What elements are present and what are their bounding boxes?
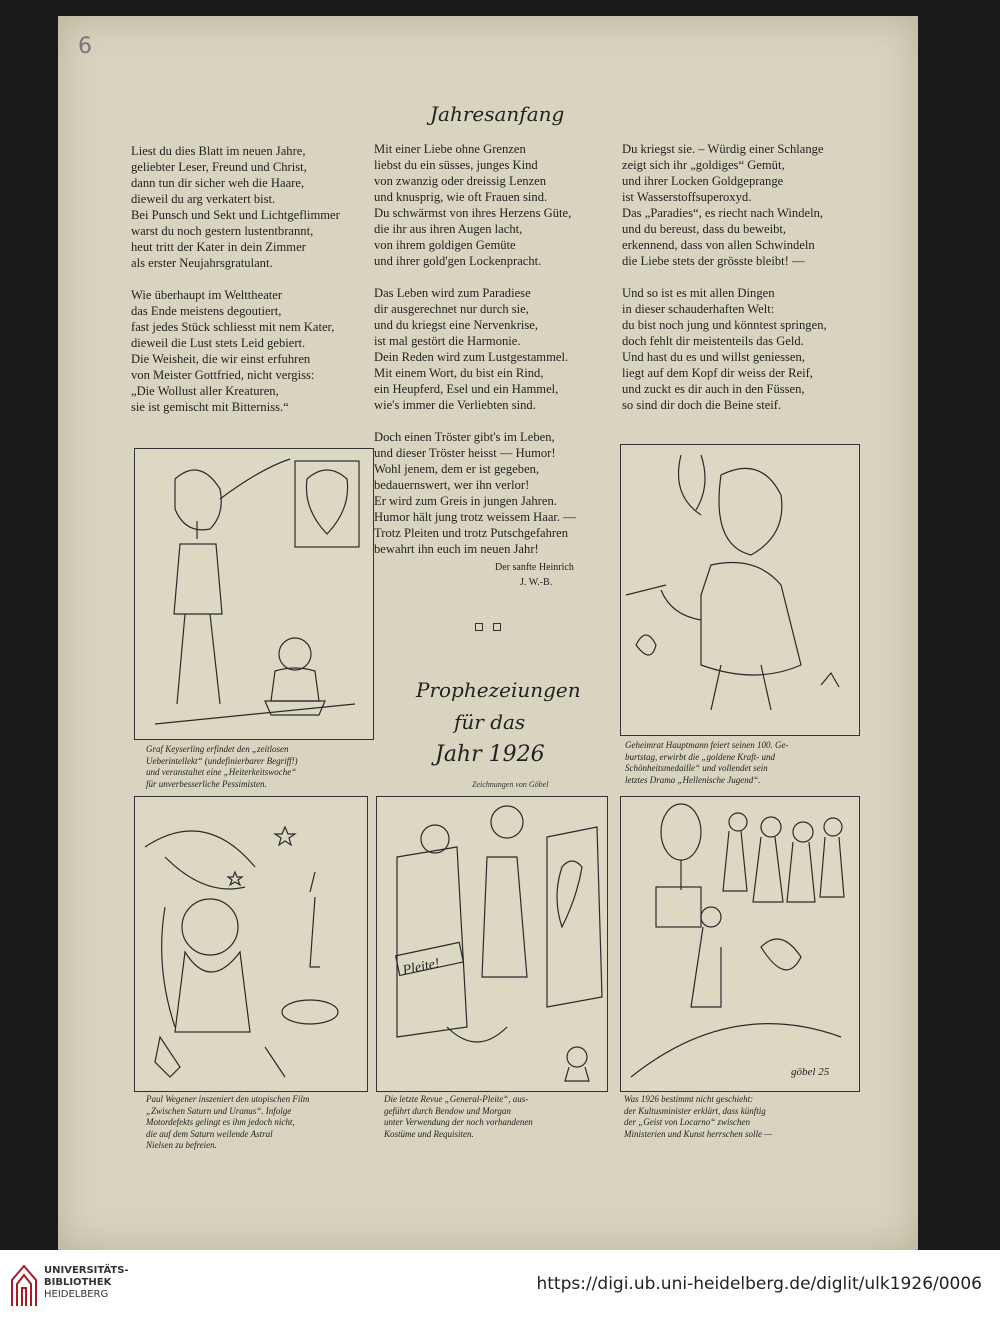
text-line: und dieser Tröster heisst — Humor! [374, 446, 556, 460]
text-line: und zuckt es dir auch in den Füssen, [622, 382, 805, 396]
text-line: geführt durch Bendow und Morgan [384, 1105, 511, 1116]
text-line: von zwanzig oder dreissig Lenzen [374, 174, 547, 188]
caption-hauptmann [625, 740, 788, 786]
prophecies-title-line2: für das [454, 710, 526, 734]
text-line: das Ende meistens degoutiert, [131, 304, 282, 318]
text-line: unter Verwendung der noch vorhandenen [384, 1117, 533, 1127]
text-line: liebst du ein süsses, junges Kind [374, 158, 538, 172]
caption-revue [384, 1094, 533, 1140]
text-line: Liest du dies Blatt im neuen Jahre, [131, 144, 306, 158]
prophecies-title-line1: Prophezeiungen [416, 678, 581, 702]
text-line: Geheimrat Hauptmann feiert seinen 100. Ge- [625, 740, 789, 750]
text-line: Ueberintellekt“ (undefinierbarer Begriff!) [146, 755, 298, 766]
text-line: die auf dem Saturn weilende Astral [146, 1128, 273, 1139]
library-name-line2: BIBLIOTHEK [44, 1277, 112, 1288]
text-line: Humor hält jung trotz weissem Haar. — [374, 510, 576, 524]
artist-signature: göbel 25 [791, 1066, 830, 1078]
stanza-break [374, 413, 576, 429]
poem-initials: J. W.-B. [520, 577, 553, 588]
text-line: Die Weisheit, die wir einst erfuhren [131, 352, 311, 366]
text-line: Mit einem Wort, du bist ein Rind, [374, 366, 544, 380]
caption-wegener [146, 1094, 309, 1152]
text-line: der Kultusminister erklärt, dass künftig [624, 1105, 766, 1116]
text-line: die ihr aus ihren Augen lacht, [374, 222, 523, 236]
text-line: Nielsen zu befreien. [146, 1140, 217, 1150]
page-number: 6 [78, 34, 92, 59]
text-line: liegt auf dem Kopf dir weiss der Reif, [622, 366, 813, 380]
text-line: von ihrem goldigen Gemüte [374, 238, 516, 252]
viewer-footer [0, 1250, 1000, 1321]
text-line: Das Leben wird zum Paradiese [374, 286, 531, 300]
text-line: Ministerien und Kunst herrschen solle — [624, 1128, 773, 1139]
text-line: Graf Keyserling erfindet den „zeitlosen [146, 744, 289, 754]
text-line: Paul Wegener inszeniert den utopischen Film [146, 1094, 310, 1104]
poem-column-1 [131, 143, 340, 415]
newspaper-page [58, 16, 918, 1250]
text-line: du bist noch jung und könntest springen, [622, 318, 827, 332]
text-line: und knusprig, wie oft Frauen sind. [374, 190, 548, 204]
text-line: als erster Neujahrsgratulant. [131, 256, 273, 270]
text-line: Doch einen Tröster gibt's im Leben, [374, 430, 555, 444]
text-line: dieweil die Lust stets Leid gebiert. [131, 336, 306, 350]
separator-squares [475, 616, 511, 635]
text-line: letztes Drama „Hellenische Jugend“. [625, 774, 761, 785]
text-line: für unverbesserliche Pessimisten. [146, 778, 267, 789]
text-line: in dieser schauderhaften Welt: [622, 302, 775, 316]
poem-column-2 [374, 141, 576, 557]
text-line: Mit einer Liebe ohne Grenzen [374, 142, 526, 156]
text-line: ist mal gestört die Harmonie. [374, 334, 521, 348]
caption-locarno [624, 1094, 772, 1140]
text-line: „Die Wollust aller Kreaturen, [131, 384, 279, 398]
text-line: Bei Punsch und Sekt und Lichtgeflimmer [131, 208, 340, 222]
poem-signature: Der sanfte Heinrich [495, 562, 574, 573]
text-line: dann tun dir sicher weh die Haare, [131, 176, 305, 190]
text-line: „Zwischen Saturn und Uranus“. Infolge [146, 1105, 292, 1116]
caption-keyserling [146, 744, 298, 790]
drawing-credit: Zeichnungen von Göbel [472, 780, 549, 789]
text-line: und veranstaltet eine „Heiterkeitswoche“ [146, 767, 297, 777]
text-line: Was 1926 bestimmt nicht geschieht: [624, 1094, 754, 1104]
drawing-wegener [134, 796, 368, 1092]
text-line: und du bereust, dass du beweibt, [622, 222, 787, 236]
text-line: Wohl jenem, dem er ist gegeben, [374, 462, 540, 476]
text-line: Motordefekts gelingt es ihm jedoch nicht, [146, 1117, 295, 1127]
library-logo-icon[interactable] [10, 1262, 38, 1308]
text-line: ist Wasserstoffsuperoxyd. [622, 190, 752, 204]
drawing-hauptmann [620, 444, 860, 736]
text-line: Wie überhaupt im Welttheater [131, 288, 283, 302]
text-line: burtstag, erwirbt die „goldene Kraft- und [625, 751, 776, 762]
text-line: bedauernswert, wer ihn verlor! [374, 478, 530, 492]
text-line: Du kriegst sie. – Würdig einer Schlange [622, 142, 824, 156]
text-line: doch fehlt dir meistenteils das Geld. [622, 334, 804, 348]
text-line: zeigt sich ihr „goldiges“ Gemüt, [622, 158, 785, 172]
text-line: dieweil du arg verkatert bist. [131, 192, 276, 206]
text-line: Schönheitsmedaille“ und vollendet sein [625, 763, 768, 773]
text-line: Du schwärmst von ihres Herzens Güte, [374, 206, 572, 220]
text-line: Er wird zum Greis in jungen Jahren. [374, 494, 557, 508]
text-line: wie's immer die Verliebten sind. [374, 398, 536, 412]
text-line: bewahrt ihn euch im neuen Jahr! [374, 542, 539, 556]
poem-title: Jahresanfang [430, 102, 565, 126]
library-name-line1: UNIVERSITÄTS- [44, 1265, 129, 1276]
text-line: Und so ist es mit allen Dingen [622, 286, 775, 300]
text-line: fast jedes Stück schliesst mit nem Kater, [131, 320, 335, 334]
text-line: und ihrer Locken Goldgeprange [622, 174, 784, 188]
text-line: ein Heupferd, Esel und ein Hammel, [374, 382, 559, 396]
library-name-line3: HEIDELBERG [44, 1289, 109, 1300]
text-line: Das „Paradies“, es riecht nach Windeln, [622, 206, 824, 220]
library-name[interactable] [44, 1265, 129, 1301]
text-line: erkennend, dass von allen Schwindeln [622, 238, 815, 252]
text-line: Kostüme und Requisiten. [384, 1128, 474, 1139]
stanza-break [131, 271, 340, 287]
text-line: so sind dir doch die Beine steif. [622, 398, 782, 412]
drawing-keyserling [134, 448, 374, 740]
text-line: der „Geist von Locarno“ zwischen [624, 1117, 750, 1127]
stanza-break [374, 269, 576, 285]
text-line: heut tritt der Kater in dein Zimmer [131, 240, 306, 254]
drawing-revue [376, 796, 608, 1092]
stanza-break [622, 269, 827, 285]
drawing-locarno [620, 796, 860, 1092]
pleite-sign-text: Pleite! [401, 956, 442, 979]
text-line: und du kriegst eine Nervenkrise, [374, 318, 539, 332]
text-line: von Meister Gottfried, nicht vergiss: [131, 368, 315, 382]
text-line: geliebter Leser, Freund und Christ, [131, 160, 307, 174]
text-line: warst du noch gestern lustentbrannt, [131, 224, 314, 238]
poem-column-3 [622, 141, 827, 413]
text-line: die Liebe stets der grösste bleibt! — [622, 254, 805, 268]
text-line: Trotz Pleiten und trotz Putschgefahren [374, 526, 569, 540]
text-line: und ihrer gold'gen Lockenpracht. [374, 254, 542, 268]
text-line: dir ausgerechnet nur durch sie, [374, 302, 529, 316]
text-line: Die letzte Revue „General-Pleite“, aus- [384, 1094, 529, 1104]
prophecies-title-line3: Jahr 1926 [435, 742, 545, 767]
permalink-url[interactable]: https://digi.ub.uni-heidelberg.de/diglit/ulk1926/0006 [536, 1274, 982, 1294]
text-line: sie ist gemischt mit Bitterniss.“ [131, 400, 289, 414]
text-line: Und hast du es und willst geniessen, [622, 350, 805, 364]
text-line: Dein Reden wird zum Lustgestammel. [374, 350, 569, 364]
